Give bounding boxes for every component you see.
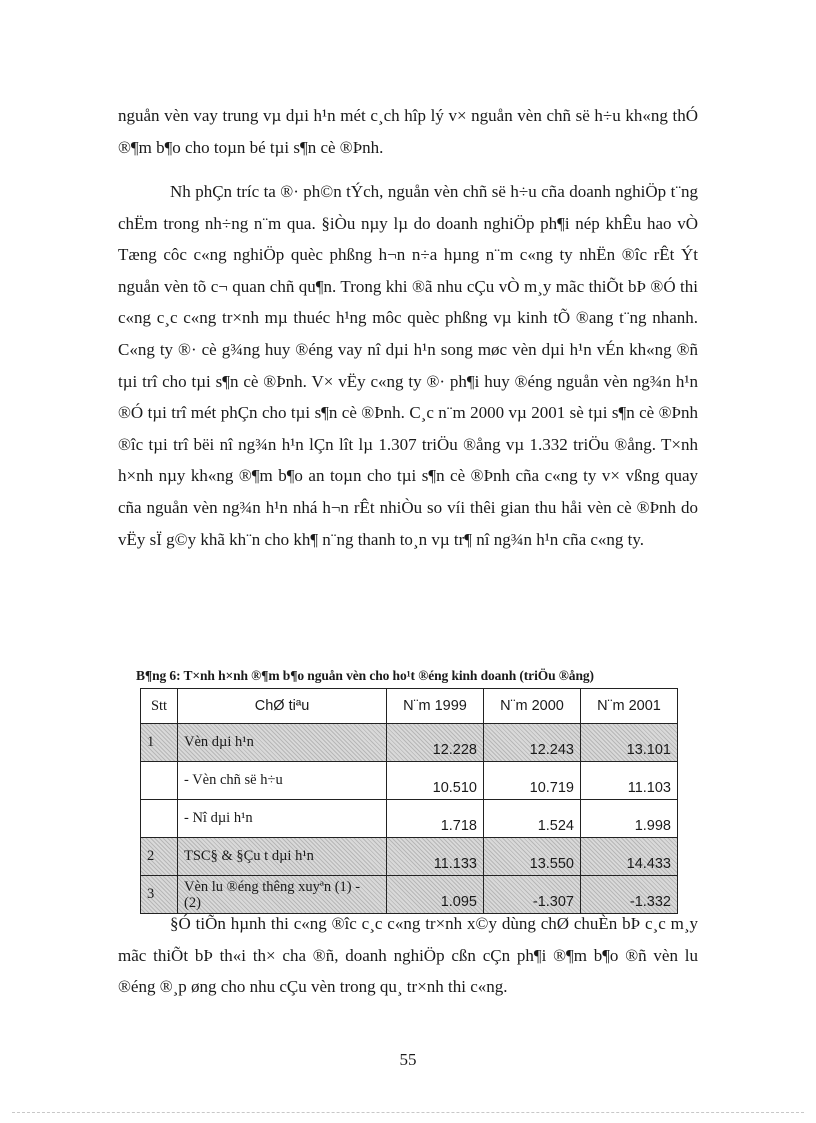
paragraph-text: §Ó tiÕn hµnh thi c«ng ®îc c¸c c«ng tr×nh x©y dùng chØ chuÈn bÞ c¸c m¸y mãc thiÕt bÞ th«i th× cha ®ñ, doanh nghiÖp cßn cÇn ph¶i ®¶m b¶o ®ñ vèn lu ®éng ®¸p øng cho nhu cÇu vèn trong qu¸ tr×nh thi c«ng. [118,914,698,997]
cell-label: TSC§ & §Çu t dµi h¹n [178,838,387,876]
header-year-2001: N¨m 2001 [581,689,678,724]
table-caption: B¶ng 6: T×nh h×nh ®¶m b¶o nguån vèn cho ho¹t ®éng kinh doanh (triÖu ®ång) [136,668,594,683]
cell-value: 13.101 [581,724,678,762]
header-year-1999: N¨m 1999 [387,689,484,724]
cell-label: Vèn lu ®éng thêng xuyªn (1) - (2) [178,876,387,914]
header-indicator: ChØ tiªu [178,689,387,724]
table-header-row [141,689,678,724]
cell-value: 14.433 [581,838,678,876]
cell-value: -1.332 [581,876,678,914]
cell-value: 11.133 [387,838,484,876]
cell-value: 1.524 [484,800,581,838]
cell-value: 10.719 [484,762,581,800]
cell-stt: 3 [141,876,178,914]
cell-label: Vèn dµi h¹n [178,724,387,762]
paragraph-text: Nh phÇn tríc ta ®· ph©n tÝch, nguån vèn chñ së h÷u cña doanh nghiÖp t¨ng chËm trong nh÷ng n¨m qua. §iÒu nµy lµ do doanh nghiÖp ph¶i nép khÊu hao vÒ Tæng côc c«ng nghiÖp quèc phßng h¬n n÷a hµng n¨m c«ng ty nhËn ®îc rÊt Ýt nguån vèn tõ c¬ quan chñ qu¶n. Trong khi ®ã nhu cÇu vÒ m¸y mãc thiÕt bÞ ®Ó thi c«ng c¸c c«ng tr×nh mµ thuéc h¹ng môc quèc phßng vµ kinh tÕ ®ang t¨ng nhanh. C«ng ty ®· cè g¾ng huy ®éng vay nî dµi h¹n song møc vèn dµi h¹n vÉn kh«ng ®ñ tµi trî cho tµi s¶n cè ®Þnh. V× vËy c«ng ty ®· ph¶i huy ®éng nguån vèn ng¾n h¹n ®Ó tµi trî mét phÇn cho tµi s¶n cè ®Þnh. C¸c n¨m 2000 vµ 2001 sè tµi s¶n cè ®Þnh ®îc tµi trî bëi nî ng¾n h¹n lÇn lît lµ 1.307 triÖu ®ång vµ 1.332 triÖu ®ång. T×nh h×nh nµy kh«ng ®¶m b¶o an toµn cho tµi s¶n cè ®Þnh cña c«ng ty v× vßng quay cña nguån vèn ng¾n h¹n nhá h¬n rÊt nhiÒu so víi thêi gian thu håi vèn cè ®Þnh do vËy sÏ g©y khã kh¨n cho kh¶ n¨ng thanh to¸n vµ tr¶ nî ng¾n h¹n cña c«ng ty. [118,182,698,549]
cell-label: - Vèn chñ së h÷u [178,762,387,800]
cell-stt: 1 [141,724,178,762]
paragraph-text: nguån vèn vay trung vµ dµi h¹n mét c¸ch hîp lý v× nguån vèn chñ së h÷u kh«ng thÓ ®¶m b¶o cho toµn bé tµi s¶n cè ®Þnh. [118,106,698,157]
paragraph-analysis [118,176,698,555]
cell-value: 12.243 [484,724,581,762]
table-row [141,724,678,762]
paragraph-working-capital [118,908,698,1003]
cell-value: 1.998 [581,800,678,838]
header-stt: Stt [141,689,178,724]
header-year-2000: N¨m 2000 [484,689,581,724]
cell-stt [141,762,178,800]
cell-value: 12.228 [387,724,484,762]
cell-stt [141,800,178,838]
cell-stt: 2 [141,838,178,876]
page-number: 55 [399,1050,417,1069]
paragraph-continuation [118,100,698,163]
cell-label: - Nî dµi h¹n [178,800,387,838]
cell-value: 10.510 [387,762,484,800]
cell-value: 1.095 [387,876,484,914]
table-row [141,762,678,800]
cell-value: 1.718 [387,800,484,838]
table-row [141,800,678,838]
cell-value: -1.307 [484,876,581,914]
funding-table [140,688,678,914]
table-row [141,838,678,876]
cell-value: 11.103 [581,762,678,800]
page-bottom-divider [12,1112,804,1113]
cell-value: 13.550 [484,838,581,876]
